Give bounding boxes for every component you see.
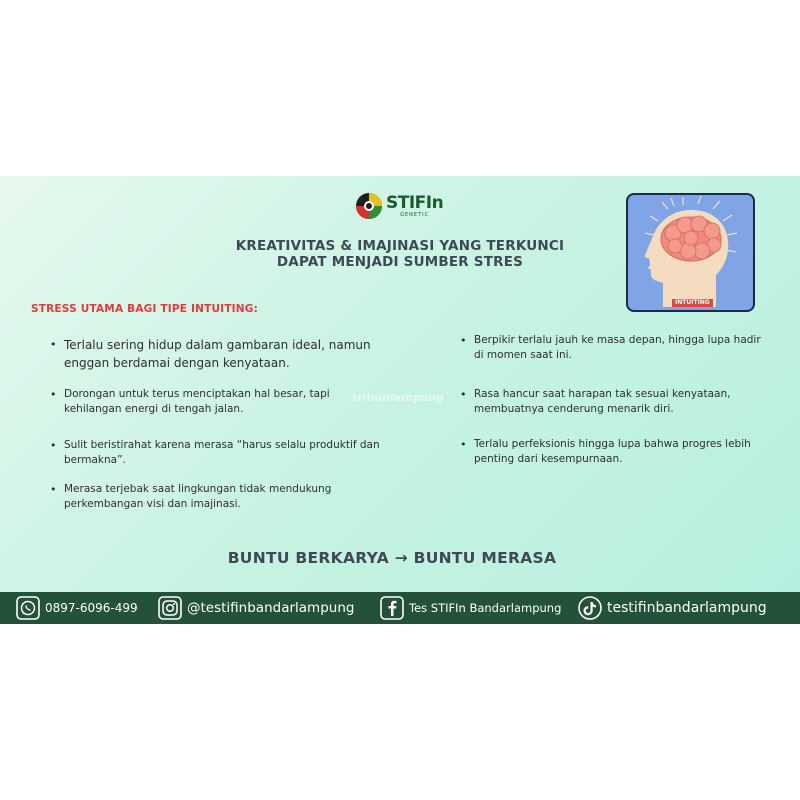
logo-subtitle: GENETIC: [400, 211, 430, 218]
tiktok-icon: [578, 596, 602, 620]
headline: [195, 238, 605, 270]
whatsapp-icon: [16, 596, 40, 620]
intuiting-tag: INTUITING: [672, 299, 713, 307]
intuiting-illustration: [626, 193, 755, 312]
list-item: • Sulit beristirahat karena merasa “harus selalu produktif dan bermakna”.: [50, 439, 380, 466]
brain-head-icon: [628, 195, 753, 310]
whatsapp-number: 0897-6096-499: [45, 601, 138, 615]
list-item: • Rasa hancur saat harapan tak sesuai kenyataan, membuatnya cenderung menarik diri.: [460, 388, 731, 415]
stifin-logo-icon: [355, 192, 383, 220]
facebook-page: Tes STIFIn Bandarlampung: [409, 601, 562, 615]
whatsapp-contact[interactable]: [16, 596, 138, 620]
watermark: tribunlampung: [352, 391, 445, 404]
list-item: • Berpikir terlalu jauh ke masa depan, hingga lupa hadir di momen saat ini.: [460, 334, 761, 361]
list-item: • Merasa terjebak saat lingkungan tidak mendukung perkembangan visi dan imajinasi.: [50, 483, 332, 510]
tagline: BUNTU BERKARYA → BUNTU MERASA: [227, 549, 557, 567]
list-item: • Dorongan untuk terus menciptakan hal besar, tapi kehilangan energi di tengah jalan.: [50, 388, 330, 415]
section-title: STRESS UTAMA BAGI TIPE INTUITING:: [31, 303, 258, 315]
list-item: • Terlalu perfeksionis hingga lupa bahwa progres lebih penting dari kesempurnaan.: [460, 438, 751, 465]
headline-line-1: KREATIVITAS & IMAJINASI YANG TERKUNCI: [235, 238, 565, 254]
infographic-banner: [0, 176, 800, 624]
instagram-handle: @testifinbandarlampung: [187, 600, 355, 616]
stifin-logo: [355, 192, 443, 220]
logo-wordmark: STIFIn: [386, 192, 444, 213]
headline-line-2: DAPAT MENJADI SUMBER STRES: [276, 254, 524, 270]
instagram-icon: [158, 596, 182, 620]
instagram-contact[interactable]: [158, 596, 354, 620]
facebook-icon: [380, 596, 404, 620]
list-item: • Terlalu sering hidup dalam gambaran ideal, namun enggan berdamai dengan kenyataan.: [50, 338, 371, 370]
contact-footer: [0, 592, 800, 624]
facebook-contact[interactable]: [380, 596, 561, 620]
tiktok-contact[interactable]: [578, 596, 767, 620]
tiktok-handle: testifinbandarlampung: [607, 600, 767, 616]
